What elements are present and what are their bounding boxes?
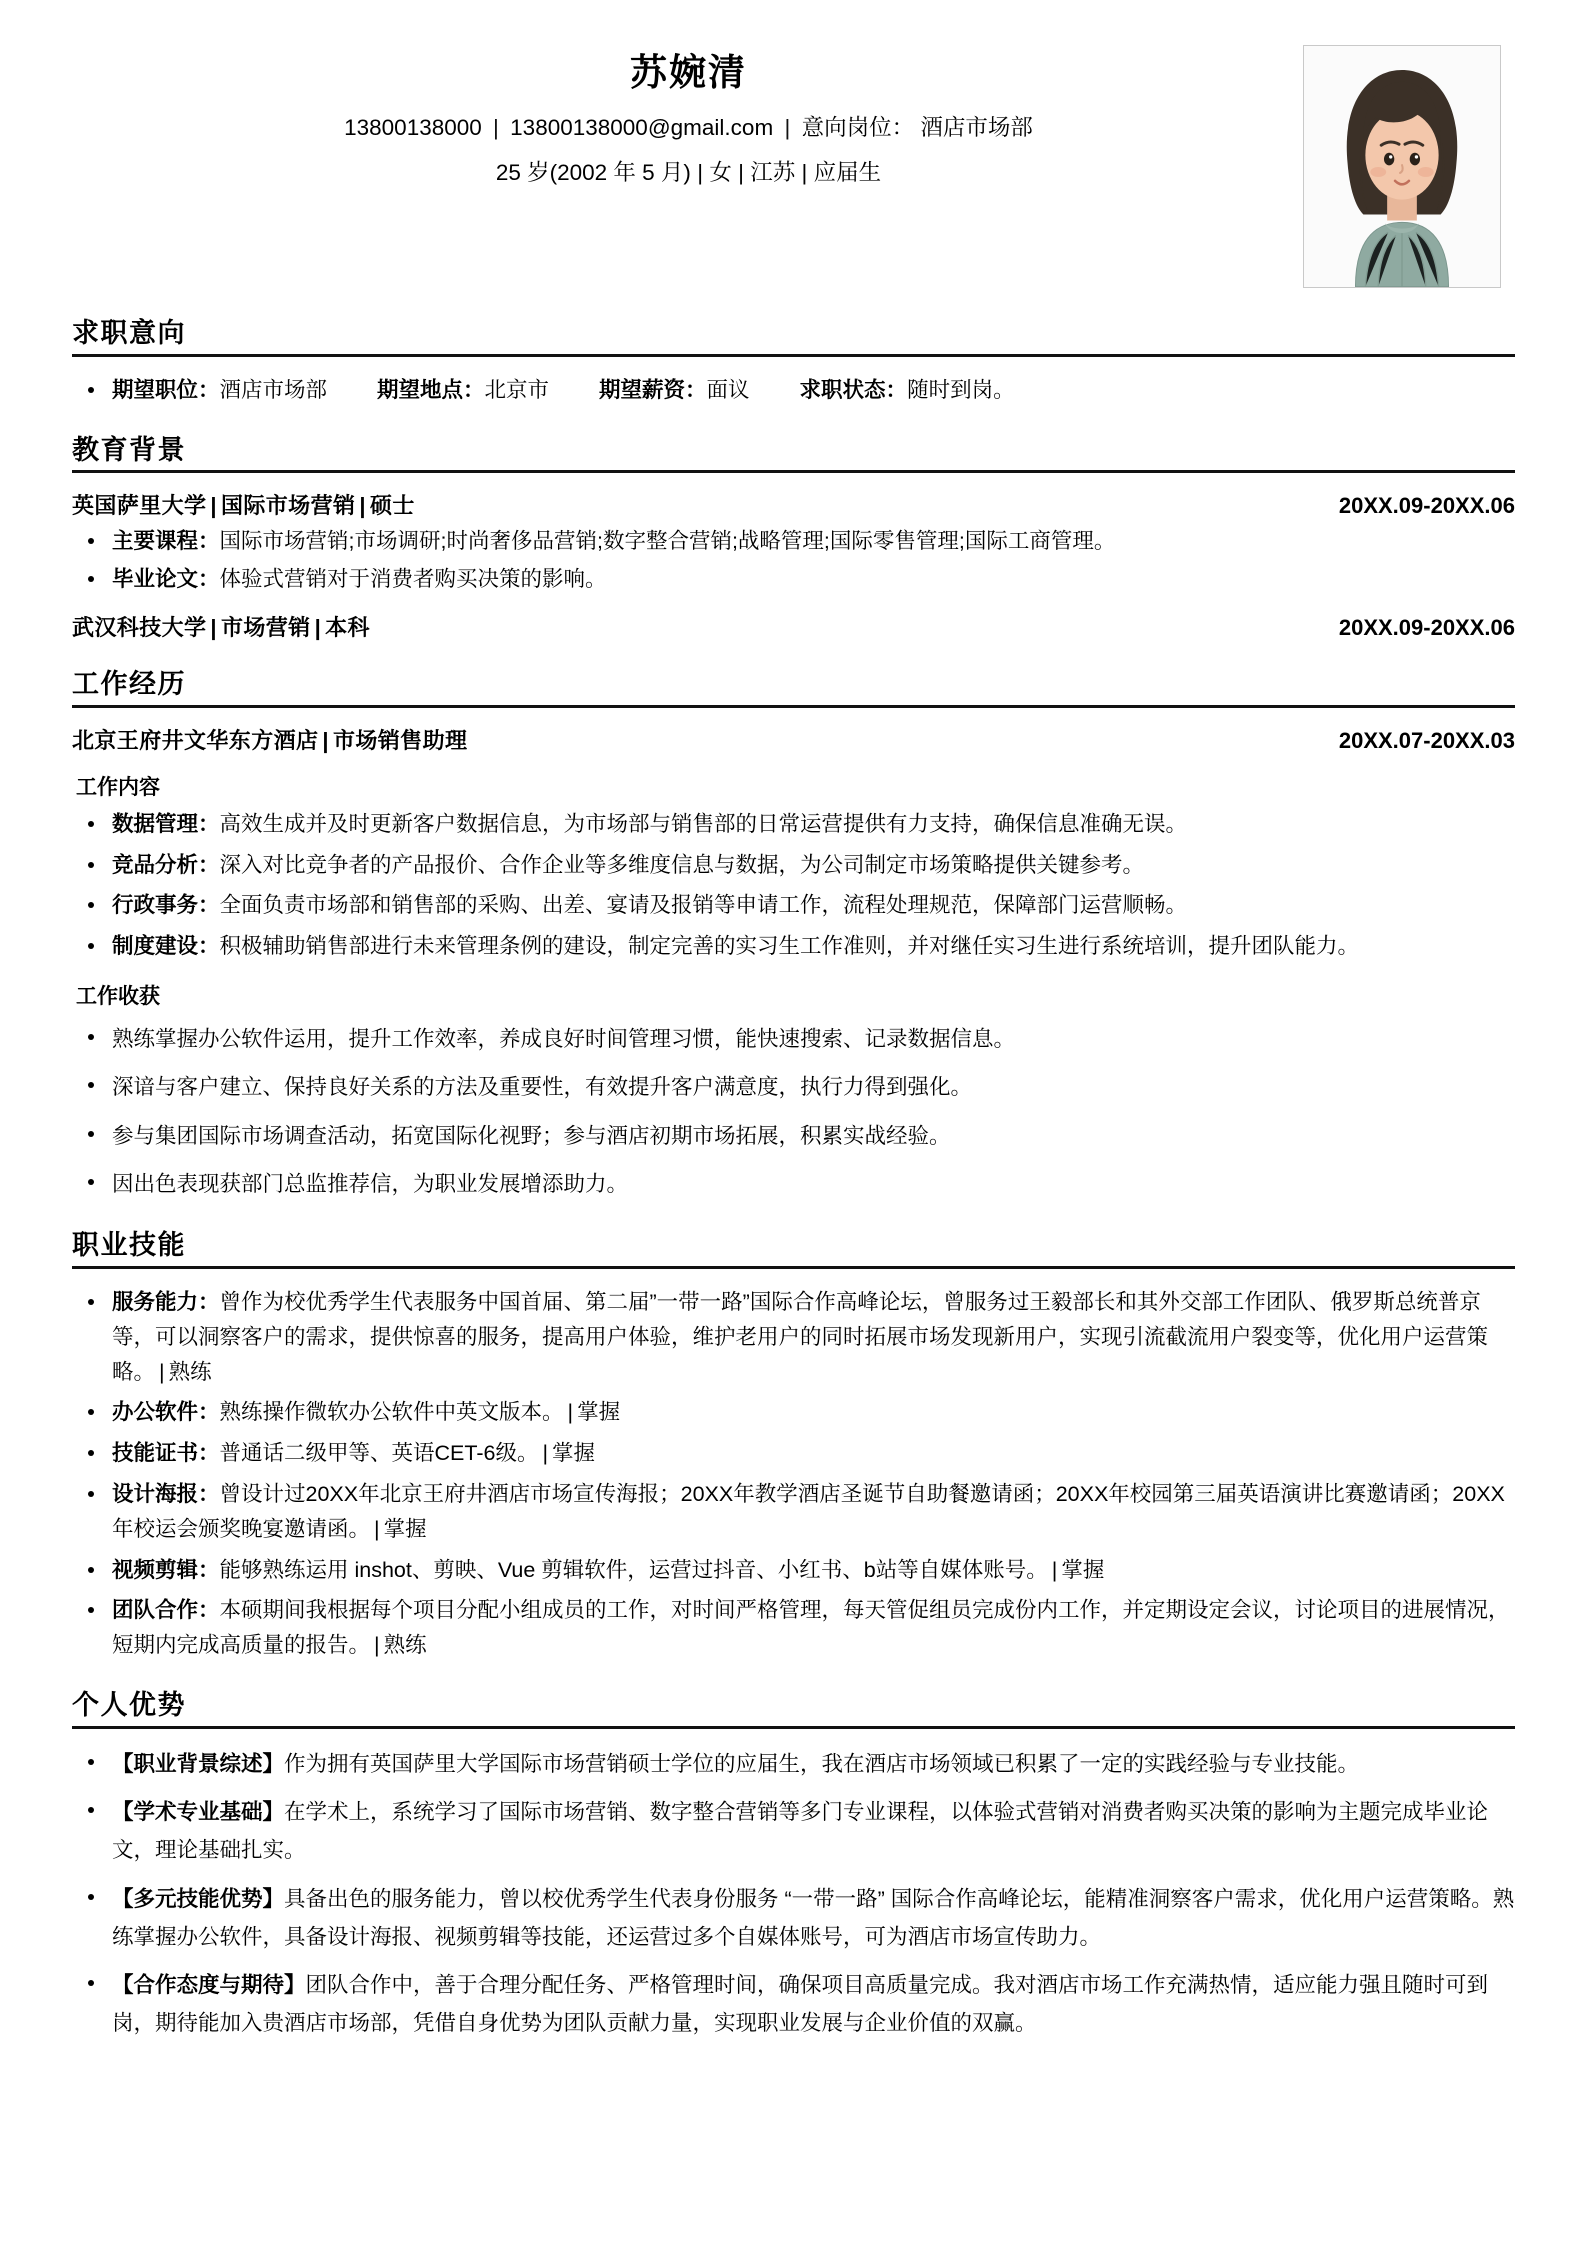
section-job-intent bbox=[72, 317, 1515, 408]
skill-text: 普通话二级甲等、英语CET-6级。 bbox=[219, 1441, 539, 1466]
list-item: 服务能力：曾作为校优秀学生代表服务中国首届、第二届”一带一路”国际合作高峰论坛，曾服务过王毅部长和其外交部工作团队、俄罗斯总统普京等，可以洞察客户的需求，提供惊喜的服务，提高用户体验，维护老用户的同时拓展市场发现新用户，实现引流截流用户裂变等，优化用户运营策略。 | 熟练 bbox=[72, 1285, 1515, 1389]
list-item: 办公软件：熟练操作微软办公软件中英文版本。 | 掌握 bbox=[72, 1395, 1515, 1430]
list-item bbox=[72, 1966, 1515, 2043]
separator-3: | bbox=[697, 160, 704, 186]
work-item-label: 行政事务： bbox=[112, 893, 220, 918]
education-detail-list bbox=[72, 524, 1515, 597]
separator-4: | bbox=[738, 160, 744, 186]
intent-row bbox=[112, 378, 1015, 402]
skill-text: 能够熟练运用 inshot、剪映、Vue 剪辑软件，运营过抖音、小红书、b站等自媒体账号。 bbox=[219, 1557, 1048, 1582]
thesis-text: 体验式营销对于消费者购买决策的影响。 bbox=[219, 567, 607, 592]
section-title-skills: 职业技能 bbox=[72, 1230, 186, 1261]
gain-text: 参与集团国际市场调查活动，拓宽国际化视野；参与酒店初期市场拓展，积累实战经验。 bbox=[112, 1123, 951, 1148]
list-item bbox=[72, 888, 1515, 923]
work-item-label: 数据管理： bbox=[112, 811, 220, 836]
separator-5: | bbox=[801, 160, 808, 186]
work-item-label: 竞品分析： bbox=[112, 852, 220, 877]
skill-text: 熟练操作微软办公软件中英文版本。 bbox=[219, 1400, 564, 1425]
list-item bbox=[72, 1117, 1515, 1155]
list-item bbox=[72, 848, 1515, 883]
age-text: 25 岁(2002 年 5 月) bbox=[495, 160, 691, 186]
skill-text: 本硕期间我根据每个项目分配小组成员的工作，对时间严格管理，每天管促组员完成份内工作，并定期设定会议，讨论项目的进展情况，短期内完成高质量的报告。 bbox=[112, 1598, 1510, 1658]
work-item-text: 全面负责市场部和销售部的采购、出差、宴请及报销等申请工作，流程处理规范，保障部门运营顺畅。 bbox=[219, 893, 1188, 918]
skill-level: 掌握 bbox=[383, 1516, 427, 1541]
skill-level: 熟练 bbox=[383, 1633, 427, 1658]
resume-header bbox=[72, 51, 1515, 291]
email-text: 13800138000@gmail.com bbox=[510, 115, 774, 141]
section-title-personal-advantage: 个人优势 bbox=[72, 1690, 186, 1721]
section-personal-advantage bbox=[72, 1689, 1515, 2043]
advantage-text: 作为拥有英国萨里大学国际市场营销硕士学位的应届生，我在酒店市场领域已积累了一定的实践经验与专业技能。 bbox=[284, 1751, 1360, 1776]
skill-label: 设计海报： bbox=[112, 1482, 220, 1506]
list-item: 技能证书：普通话二级甲等、英语CET-6级。 | 掌握 bbox=[72, 1436, 1515, 1471]
gain-text: 因出色表现获部门总监推荐信，为职业发展增添助力。 bbox=[112, 1171, 629, 1196]
company-name: 北京王府井文华东方酒店 bbox=[72, 727, 319, 753]
section-header-skills bbox=[72, 1229, 1515, 1269]
education-entry-date: 20XX.09-20XX.06 bbox=[1338, 493, 1515, 519]
work-item-label: 制度建设： bbox=[112, 934, 220, 959]
intent-value: 酒店市场部 bbox=[920, 115, 1033, 141]
advantage-label: 【合作态度与期待】 bbox=[112, 1973, 306, 1998]
list-item bbox=[72, 1745, 1515, 1783]
education-entry-header bbox=[72, 489, 1515, 520]
skill-label: 视频剪辑： bbox=[112, 1557, 220, 1582]
skill-level: 熟练 bbox=[168, 1359, 212, 1384]
section-title-work-experience: 工作经历 bbox=[72, 668, 186, 699]
list-item bbox=[72, 524, 1515, 559]
skill-label: 团队合作： bbox=[112, 1598, 220, 1623]
work-content-heading: 工作内容 bbox=[76, 775, 160, 799]
thesis-label: 毕业论文： bbox=[112, 567, 220, 592]
contact-line-primary bbox=[72, 109, 1305, 148]
skill-level: 掌握 bbox=[552, 1441, 596, 1466]
skill-level: 掌握 bbox=[577, 1400, 621, 1425]
skill-label: 服务能力： bbox=[112, 1289, 220, 1314]
avatar-illustration bbox=[1304, 46, 1500, 287]
gain-text: 深谙与客户建立、保持良好关系的方法及重要性，有效提升客户满意度，执行力得到强化。 bbox=[112, 1075, 973, 1100]
list-item bbox=[72, 807, 1515, 842]
list-item bbox=[72, 1880, 1515, 1957]
intent-location-label: 期望地点： bbox=[377, 377, 485, 402]
list-item bbox=[72, 1793, 1515, 1870]
advantage-text: 具备出色的服务能力，曾以校优秀学生代表身份服务 “一带一路” 国际合作高峰论坛，能精准洞察客户需求，优化用户运营策略。熟练掌握办公软件，具备设计海报、视频剪辑等技能，还运营过多个自媒体账号，可为酒店市场宣传助力。 bbox=[112, 1886, 1515, 1949]
work-entry-header bbox=[72, 724, 1515, 755]
major-name: 国际市场营销 bbox=[220, 493, 356, 519]
list-item: 设计海报：曾设计过20XX年北京王府井酒店市场宣传海报；20XX年教学酒店圣诞节自助餐邀请函；20XX年校园第三届英语演讲比赛邀请函；20XX年校运会颁奖晚宴邀请函。 | 掌握 bbox=[72, 1477, 1515, 1547]
grad-status-text: 应届生 bbox=[813, 160, 882, 186]
major-name: 市场营销 bbox=[220, 614, 311, 640]
section-header-personal-advantage bbox=[72, 1689, 1515, 1729]
list-item bbox=[72, 929, 1515, 964]
advantage-list bbox=[72, 1745, 1515, 2043]
advantage-label: 【学术专业基础】 bbox=[112, 1800, 285, 1825]
skill-label: 办公软件： bbox=[112, 1400, 220, 1425]
degree-name: 本科 bbox=[325, 614, 370, 640]
advantage-label: 【多元技能优势】 bbox=[112, 1886, 285, 1911]
course-text: 国际市场营销;市场调研;时尚奢侈品营销;数字整合营销;战略管理;国际零售管理;国际工商管理。 bbox=[219, 529, 1116, 554]
skill-text: 曾作为校优秀学生代表服务中国首届、第二届”一带一路”国际合作高峰论坛，曾服务过王毅部长和其外交部工作团队、俄罗斯总统普京等，可以洞察客户的需求，提供惊喜的服务，提高用户体验，维护老用户的同时拓展市场发现新用户，实现引流截流用户裂变等，优化用户运营策略。 bbox=[112, 1289, 1489, 1384]
work-item-text: 高效生成并及时更新客户数据信息，为市场部与销售部的日常运营提供有力支持，确保信息准确无误。 bbox=[219, 811, 1188, 836]
job-role: 市场销售助理 bbox=[332, 727, 468, 753]
section-education bbox=[72, 434, 1515, 642]
advantage-text: 在学术上，系统学习了国际市场营销、数字整合营销等多门专业课程，以体验式营销对消费者购买决策的影响为主题完成毕业论文，理论基础扎实。 bbox=[112, 1800, 1489, 1863]
course-label: 主要课程： bbox=[112, 529, 220, 554]
list-item bbox=[72, 1068, 1515, 1106]
section-title-job-intent: 求职意向 bbox=[72, 318, 186, 348]
section-skills bbox=[72, 1229, 1515, 1663]
intent-position-label: 期望职位： bbox=[112, 377, 220, 402]
gender-text: 女 bbox=[709, 160, 732, 186]
section-header-education bbox=[72, 434, 1515, 474]
separator-2: | bbox=[784, 115, 791, 141]
list-item: 团队合作：本硕期间我根据每个项目分配小组成员的工作，对时间严格管理，每天管促组员完成份内工作，并定期设定会议，讨论项目的进展情况，短期内完成高质量的报告。 | 熟练 bbox=[72, 1593, 1515, 1663]
avatar bbox=[1303, 45, 1501, 288]
list-item bbox=[72, 1165, 1515, 1203]
phone-text: 13800138000 bbox=[344, 115, 482, 141]
intent-position-value: 酒店市场部 bbox=[219, 377, 328, 402]
advantage-label: 【职业背景综述】 bbox=[112, 1751, 285, 1776]
separator-1: | bbox=[493, 115, 499, 141]
page-title: 苏婉清 bbox=[630, 52, 747, 93]
advantage-text: 团队合作中，善于合理分配任务、严格管理时间，确保项目高质量完成。我对酒店市场工作充满热情，适应能力强且随时可到岗，期待能加入贵酒店市场部，凭借自身优势为团队贡献力量，实现职业发展与企业价值的双赢。 bbox=[112, 1973, 1489, 2036]
list-item: 视频剪辑：能够熟练运用 inshot、剪映、Vue 剪辑软件，运营过抖音、小红书、b站等自媒体账号。 | 掌握 bbox=[72, 1553, 1515, 1588]
intent-label: 意向岗位： bbox=[801, 115, 915, 141]
section-header-job-intent bbox=[72, 317, 1515, 357]
education-entry-title: 武汉科技大学 | 市场营销 | 本科 bbox=[72, 614, 370, 640]
education-entry-title: 英国萨里大学 | 国际市场营销 | 硕士 bbox=[72, 493, 415, 519]
skills-list bbox=[72, 1285, 1515, 1663]
intent-status-value: 随时到岗。 bbox=[907, 377, 1015, 402]
work-item-text: 积极辅助销售部进行未来管理条例的建设，制定完善的实习生工作准则，并对继任实习生进行系统培训，提升团队能力。 bbox=[219, 934, 1360, 959]
intent-status-label: 求职状态： bbox=[799, 377, 908, 402]
degree-name: 硕士 bbox=[369, 493, 415, 519]
list-item bbox=[72, 562, 1515, 597]
skill-level: 掌握 bbox=[1061, 1557, 1105, 1582]
intent-salary-value: 面议 bbox=[706, 377, 750, 402]
section-header-work-experience bbox=[72, 668, 1515, 708]
school-name: 英国萨里大学 bbox=[72, 493, 207, 519]
hometown-text: 江苏 bbox=[750, 160, 796, 186]
work-content-list bbox=[72, 807, 1515, 964]
work-gains-list bbox=[72, 1020, 1515, 1203]
intent-salary-label: 期望薪资： bbox=[599, 377, 707, 402]
work-entry-title: 北京王府井文华东方酒店 | 市场销售助理 bbox=[72, 727, 468, 753]
work-item-text: 深入对比竞争者的产品报价、合作企业等多维度信息与数据，为公司制定市场策略提供关键参考。 bbox=[219, 852, 1145, 877]
work-gains-heading: 工作收获 bbox=[76, 985, 160, 1009]
contact-line-secondary bbox=[72, 154, 1305, 193]
intent-location-value: 北京市 bbox=[484, 377, 550, 402]
section-title-education: 教育背景 bbox=[72, 434, 186, 465]
skill-text: 曾设计过20XX年北京王府井酒店市场宣传海报；20XX年教学酒店圣诞节自助餐邀请函；20XX年校园第三届英语演讲比赛邀请函；20XX年校运会颁奖晚宴邀请函。 bbox=[112, 1482, 1505, 1541]
header-text-block bbox=[72, 51, 1515, 193]
work-entry-date: 20XX.07-20XX.03 bbox=[1338, 727, 1515, 753]
education-entry-date: 20XX.09-20XX.06 bbox=[1338, 614, 1515, 640]
skill-label: 技能证书： bbox=[112, 1441, 220, 1466]
section-work-experience bbox=[72, 668, 1515, 1203]
list-item bbox=[72, 373, 1515, 408]
education-entry-header bbox=[72, 611, 1515, 642]
school-name: 武汉科技大学 bbox=[72, 614, 207, 640]
job-intent-list bbox=[72, 373, 1515, 408]
list-item bbox=[72, 1020, 1515, 1058]
gain-text: 熟练掌握办公软件运用，提升工作效率，养成良好时间管理习惯，能快速搜索、记录数据信息。 bbox=[112, 1027, 1016, 1052]
